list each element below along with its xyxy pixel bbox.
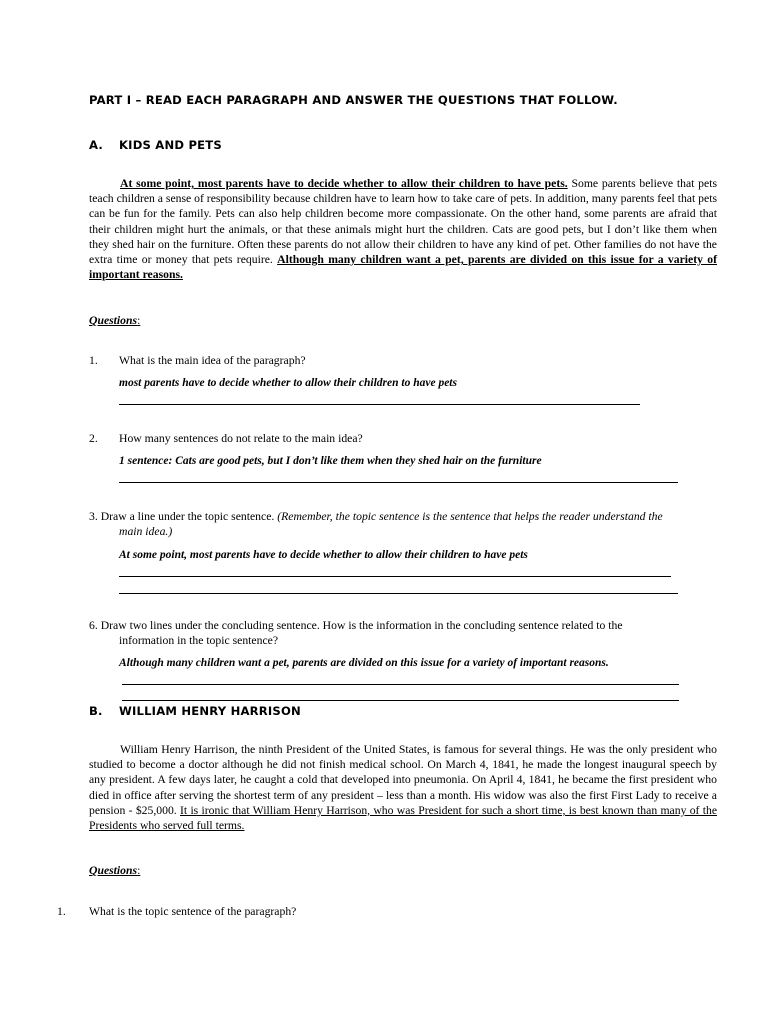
section-b-question-1-text: What is the topic sentence of the paragraph? bbox=[89, 905, 297, 918]
question-2-number: 2. bbox=[89, 432, 98, 445]
ironic-sentence: It is ironic that William Henry Harrison, who was President for such a short time, is best known than many of the Presidents who served full terms. bbox=[89, 803, 718, 833]
question-6-text: 6. Draw two lines under the concluding sentence. How is the information in the concluding sentence related to the bbox=[89, 619, 623, 632]
answer-line bbox=[119, 576, 671, 577]
question-6-answer[interactable]: Although many children want a pet, parents are divided on this issue for a variety of important reasons. bbox=[119, 657, 609, 669]
section-a-body: Some parents believe that pets teach children a sense of responsibility because children have to learn how to take care of pets. In addition, many parents feel that pets can be fun for the family. Pets can also help children become more compassionate. On the other hand, some parents are afraid that their children might hurt the animals, or that these animals might hurt the children. Cats are good pets, but I don’t like them when they shed hair on the furniture. Often these parents do not allow their children to have any kind of pet. Other families do not have the extra time or money that pets require. bbox=[89, 177, 717, 267]
section-b-body: William Henry Harrison, the ninth President of the United States, is famous for several things. He was the only president who studied to become a doctor although he did not finish medical school. On March 4, 1841, he made the longest inaugural speech by any president. A few days later, he caught a cold that developed into pneumonia. On April 4, 1841, he became the first president who died in office after serving the shortest term of any president – less than a month. His widow was also the first First Lady to receive a pension - $25,000. bbox=[89, 743, 717, 817]
question-2-text: How many sentences do not relate to the main idea? bbox=[119, 432, 363, 445]
concluding-sentence: Although many children want a pet, parents are divided on this issue for a variety of important reasons. bbox=[89, 253, 718, 282]
answer-line bbox=[122, 700, 679, 701]
questions-label-b: Questions: bbox=[89, 864, 141, 877]
section-a-paragraph bbox=[89, 176, 717, 282]
section-b-question-1-number: 1. bbox=[57, 905, 66, 918]
section-b-paragraph bbox=[89, 742, 717, 833]
section-a-heading: KIDS AND PETS bbox=[119, 138, 222, 152]
answer-line bbox=[122, 684, 679, 685]
answer-line bbox=[119, 482, 678, 483]
answer-line bbox=[119, 404, 640, 405]
section-b-label: B. bbox=[89, 704, 103, 718]
question-1-answer[interactable]: most parents have to decide whether to allow their children to have pets bbox=[119, 377, 457, 389]
page-title: PART I – READ EACH PARAGRAPH AND ANSWER THE QUESTIONS THAT FOLLOW. bbox=[89, 93, 618, 107]
question-1-text: What is the main idea of the paragraph? bbox=[119, 354, 306, 367]
answer-line bbox=[119, 593, 678, 594]
section-b-heading: WILLIAM HENRY HARRISON bbox=[119, 704, 301, 718]
question-2-answer[interactable]: 1 sentence: Cats are good pets, but I don’t like them when they shed hair on the furniture bbox=[119, 455, 542, 467]
questions-label-a: Questions: bbox=[89, 314, 141, 327]
question-3-answer[interactable]: At some point, most parents have to decide whether to allow their children to have pets bbox=[119, 549, 528, 561]
question-3-note-continued: main idea.) bbox=[119, 525, 173, 538]
question-6-text-continued: information in the topic sentence? bbox=[119, 634, 279, 647]
section-a-label: A. bbox=[89, 138, 103, 152]
topic-sentence: At some point, most parents have to decide whether to allow their children to have pets. bbox=[120, 177, 568, 190]
question-3-text: 3. Draw a line under the topic sentence. (Remember, the topic sentence is the sentence that helps the reader understand the bbox=[89, 510, 663, 523]
question-1-number: 1. bbox=[89, 354, 98, 367]
